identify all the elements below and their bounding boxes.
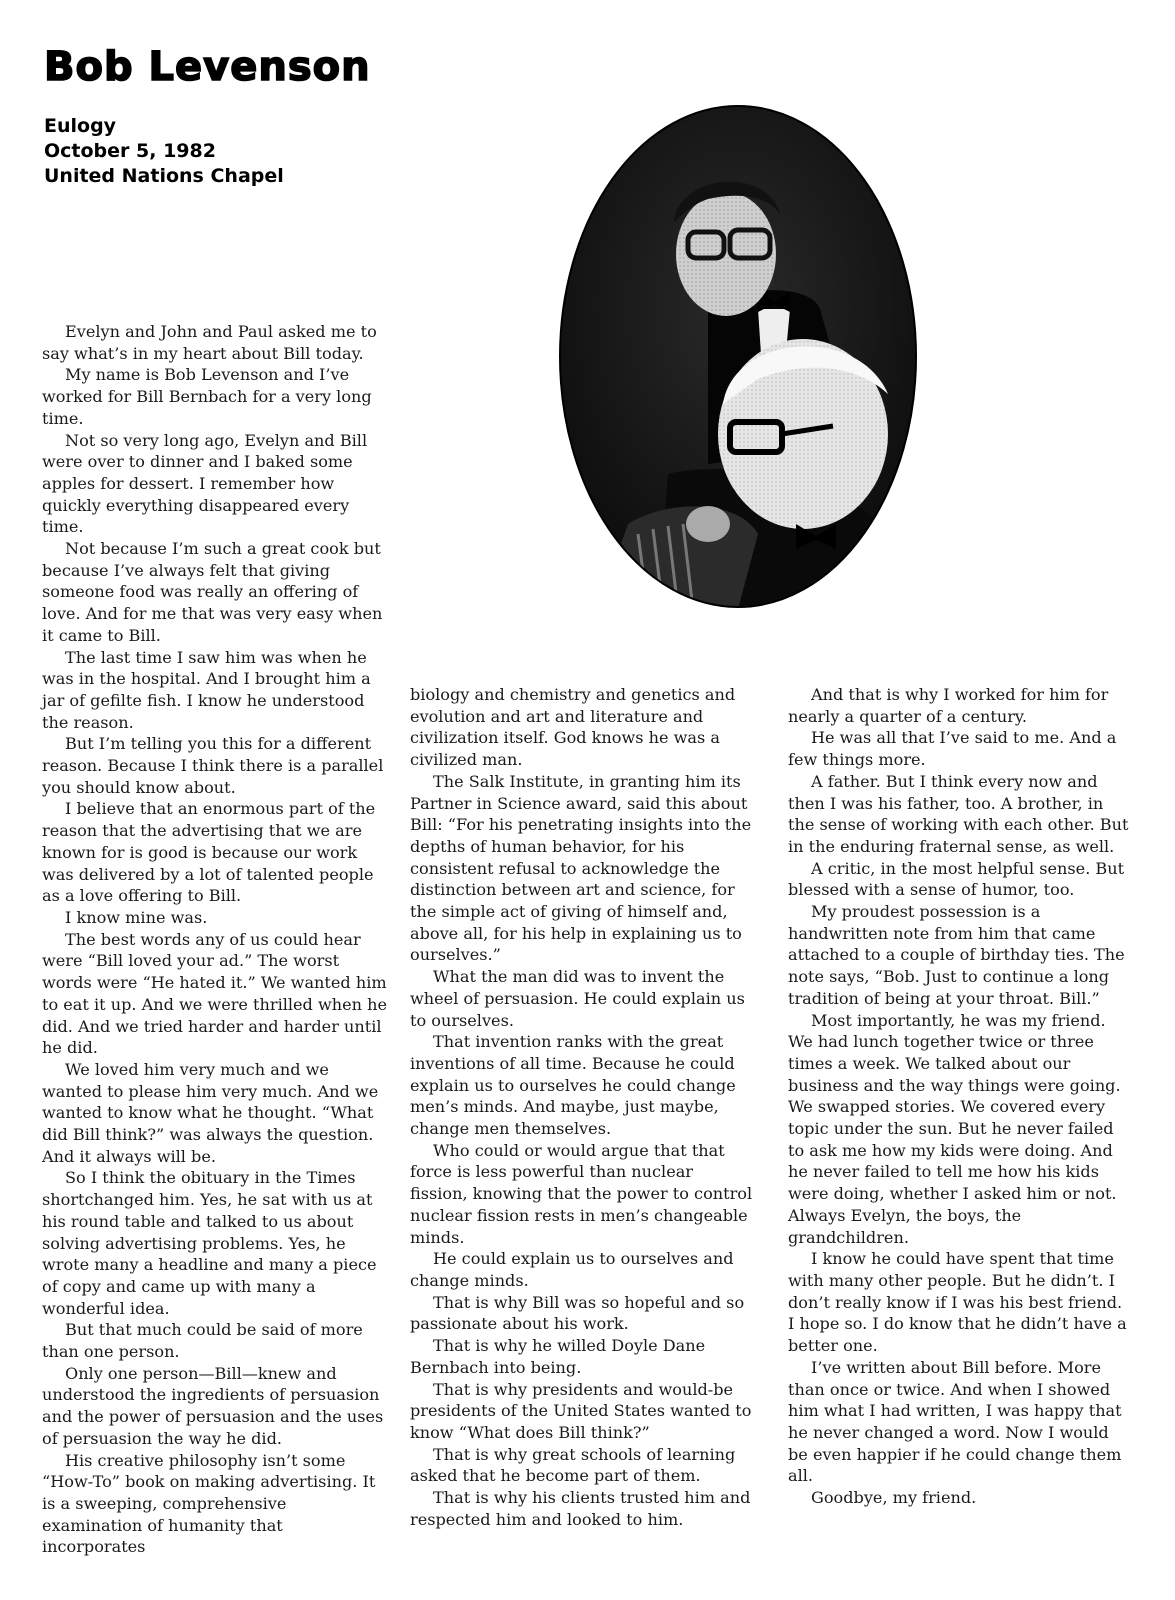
paragraph: Not because I’m such a great cook but because I’ve always felt that giving someone food was really an offering of love. And for me that was very easy when it came to Bill. (42, 539, 383, 645)
occasion-line: Eulogy (44, 115, 117, 137)
paragraph: My proudest possession is a handwritten note from him that came attached to a couple of birthday ties. The note says, “Bob. Just to continue a long tradition of being at your throat. Bill.” (788, 902, 1125, 1008)
paragraph: Not so very long ago, Evelyn and Bill were over to dinner and I baked some apples for dessert. I remember how quickly everything disappeared every time. (42, 430, 368, 537)
paragraph: The last time I saw him was when he was in the hospital. And I brought him a jar of gefilte fish. I know he understood the reason. (42, 647, 371, 732)
paragraph: But that much could be said of more than one person. (42, 1320, 363, 1362)
paragraph: My name is Bob Levenson and I’ve worked for Bill Bernbach for a very long time. (42, 365, 372, 428)
paragraph: Only one person—Bill—knew and understood the ingredients of persuasion and the power of persuasion and the uses of persuasion the way he did. (42, 1363, 384, 1448)
text-column-3 (788, 684, 1133, 1509)
paragraph: Who could or would argue that that force is less powerful than nuclear fission, knowing that the power to control nuclear fission rests in men’s changeable minds. (410, 1140, 753, 1247)
paragraph: The Salk Institute, in granting him its Partner in Science award, said this about Bill: “For his penetrating insights into the depths of human behavior, for his consistent refusal to acknowledge the distinction between art and science, for the simple act of giving of himself and, above all, for his help in explaining us to ourselves.” (410, 771, 752, 965)
paragraph: The best words any of us could hear were “Bill loved your ad.” The worst words were “He hated it.” We wanted him to eat it up. And we were thrilled when he did. And we tried harder and harder until he did. (42, 929, 388, 1058)
paragraph: That is why he willed Doyle Dane Bernbach into being. (410, 1336, 706, 1377)
paragraph: Goodbye, my friend. (811, 1488, 977, 1508)
date-line: October 5, 1982 (44, 140, 216, 162)
venue-line: United Nations Chapel (44, 165, 284, 187)
paragraph: His creative philosophy isn’t some “How-To” book on making advertising. It is a sweeping, comprehensive examination of humanity that incorporates (42, 1450, 376, 1557)
paragraph: He could explain us to ourselves and change minds. (410, 1249, 734, 1290)
paragraph: I know he could have spent that time with many other people. But he didn’t. I don’t really know if I was his best friend. I hope so. I do know that he didn’t have a better one. (788, 1249, 1127, 1356)
paragraph: That is why great schools of learning asked that he become part of them. (410, 1444, 736, 1486)
page-title: Bob Levenson (44, 44, 371, 90)
text-column-2 (410, 684, 755, 1530)
paragraph: I’ve written about Bill before. More than once or twice. And when I showed him what I had written, I was happy that he never changed a word. Now I would be even happier if he could change them all. (788, 1357, 1122, 1486)
paragraph: But I’m telling you this for a different reason. Because I think there is a parallel you should know about. (42, 734, 384, 797)
paragraph: What the man did was to invent the wheel of persuasion. He could explain us to ourselves. (410, 967, 745, 1030)
paragraph: That invention ranks with the great inventions of all time. Because he could explain us to ourselves he could change men’s minds. And maybe, just maybe, change men themselves. (410, 1032, 736, 1139)
paragraph: That is why presidents and would-be presidents of the United States wanted to know “What does Bill think?” (410, 1379, 752, 1442)
paragraph: biology and chemistry and genetics and evolution and art and literature and civilization itself. God knows he was a civilized man. (410, 685, 736, 770)
paragraph: Most importantly, he was my friend. We had lunch together twice or three times a week. We talked about our business and the way things were going. We swapped stories. We covered every topic under the sun. But he never failed to ask me how my kids were doing. And he never failed to tell me how his kids were doing, whether I asked him or not. Always Evelyn, the boys, the grandchildren. (788, 1010, 1121, 1247)
paragraph: That is why Bill was so hopeful and so passionate about his work. (410, 1292, 745, 1334)
paragraph: A father. But I think every now and then I was his father, too. A brother, in the sense of working with each other. But in the enduring fraternal sense, as well. (788, 771, 1129, 856)
paragraph: Evelyn and John and Paul asked me to say what’s in my heart about Bill today. (42, 322, 377, 363)
paragraph: And that is why I worked for him for nearly a quarter of a century. (788, 685, 1109, 726)
paragraph: We loved him very much and we wanted to please him very much. And we wanted to know what he thought. “What did Bill think?” was always the question. And it always will be. (42, 1059, 379, 1166)
paragraph: He was all that I’ve said to me. And a few things more. (788, 728, 1117, 770)
text-column-1 (42, 321, 387, 1558)
oval-photograph (558, 104, 918, 609)
figure-lower-hand (686, 506, 730, 542)
paragraph: So I think the obituary in the Times shortchanged him. Yes, he sat with us at his round table and talked to us about solving advertising problems. Yes, he wrote many a headline and many a piece of copy and came up with many a wonderful idea. (42, 1168, 377, 1318)
paragraph: That is why his clients trusted him and respected him and looked to him. (410, 1488, 751, 1529)
paragraph: A critic, in the most helpful sense. But blessed with a sense of humor, too. (788, 858, 1125, 900)
eulogy-details (44, 114, 284, 189)
paragraph: I know mine was. (65, 907, 208, 927)
paragraph: I believe that an enormous part of the reason that the advertising that we are known for is good is because our work was delivered by a lot of talented people as a love offering to Bill. (42, 799, 376, 906)
